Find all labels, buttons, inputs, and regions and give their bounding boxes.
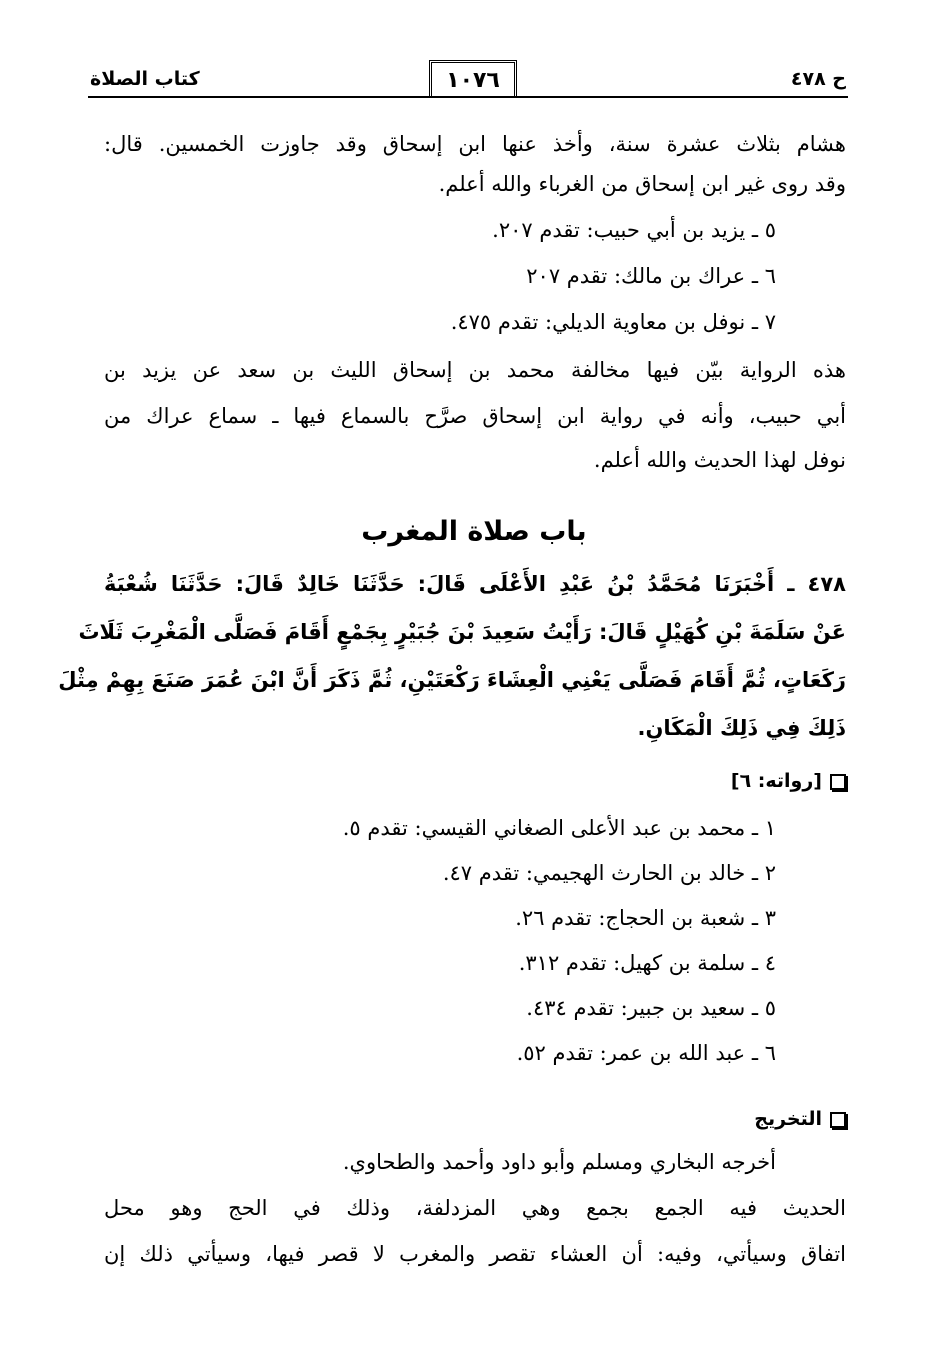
narrator-entry: ٦ ـ عراك بن مالك: تقدم ٢٠٧ <box>526 264 776 288</box>
note-line: هذه الرواية بيّن فيها مخالفة محمد بن إسحاق الليث بن سعد عن يزيد بن <box>104 358 846 382</box>
checkbox-bullet-icon <box>830 774 846 790</box>
narrator-entry: ٣ ـ شعبة بن الحجاج: تقدم ٢٦. <box>515 906 776 930</box>
narrator-entry: ٧ ـ نوفل بن معاوية الديلي: تقدم ٤٧٥. <box>450 310 776 334</box>
note-line: نوفل لهذا الحديث والله أعلم. <box>593 448 846 472</box>
hadith-line: رَكَعَاتٍ، ثُمَّ أَقَامَ فَصَلَّى يَعْنِي الْعِشَاءَ رَكْعَتَيْنِ، ثُمَّ ذَكَرَ أَنَّ ابْنَ عُمَرَ صَنَعَ بِهِمْ مِثْلَ <box>58 668 846 692</box>
hadith-line: عَنْ سَلَمَةَ بْنِ كُهَيْلٍ قَالَ: رَأَيْتُ سَعِيدَ بْنَ جُبَيْرٍ بِجَمْعٍ أَقَامَ فَصَلَّى الْمَغْرِبَ ثَلَاثَ <box>78 620 846 644</box>
narrators-heading-label: [رواته: ٦] <box>730 770 822 792</box>
takhrij-heading <box>754 1104 846 1134</box>
header-rule <box>88 96 848 98</box>
narrator-entry: ٦ ـ عبد الله بن عمر: تقدم ٥٢. <box>516 1041 776 1065</box>
hadith-reference: ح ٤٧٨ <box>790 68 846 90</box>
narrator-entry: ٤ ـ سلمة بن كهيل: تقدم ٣١٢. <box>518 951 776 975</box>
narrators-heading <box>731 766 846 796</box>
narrator-entry: ٢ ـ خالد بن الحارث الهجيمي: تقدم ٤٧. <box>442 861 776 885</box>
intro-line: هشام بثلاث عشرة سنة، وأخذ عنها ابن إسحاق وقد جاوزت الخمسين. قال: <box>104 132 846 156</box>
page-number: ١٠٧٦ <box>429 60 517 97</box>
note-line: أبي حبيب، وأنه في رواية ابن إسحاق صرَّح بالسماع فيها ـ سماع عراك من <box>104 404 846 428</box>
narrator-entry: ١ ـ محمد بن عبد الأعلى الصغاني القيسي: تقدم ٥. <box>342 816 776 840</box>
checkbox-bullet-icon <box>830 1112 846 1128</box>
narrator-entry: ٥ ـ يزيد بن أبي حبيب: تقدم ٢٠٧. <box>492 218 776 242</box>
hadith-line: ذَلِكَ فِي ذَلِكَ الْمَكَانِ. <box>637 716 846 740</box>
narrator-entry: ٥ ـ سعيد بن جبير: تقدم ٤٣٤. <box>526 996 776 1020</box>
intro-line: وقد روى غير ابن إسحاق من الغرباء والله أعلم. <box>438 172 846 196</box>
hadith-line: ٤٧٨ ـ أَخْبَرَنَا مُحَمَّدُ بْنُ عَبْدِ الأَعْلَى قَالَ: حَدَّثَنَا خَالِدٌ قَالَ: حَدَّثَنَا شُعْبَةُ <box>104 572 846 596</box>
running-header <box>90 60 846 100</box>
chapter-title: باب صلاة المغرب <box>361 516 587 547</box>
takhrij-line: الحديث فيه الجمع بجمع وهي المزدلفة، وذلك في الحج وهو محل <box>104 1196 846 1220</box>
book-title: كتاب الصلاة <box>90 68 200 90</box>
takhrij-heading-label: التخريج <box>754 1108 822 1130</box>
takhrij-line: اتفاق وسيأتي، وفيه: أن العشاء تقصر والمغرب لا قصر فيها، وسيأتي ذلك إن <box>104 1242 846 1266</box>
takhrij-source: أخرجه البخاري ومسلم وأبو داود وأحمد والطحاوي. <box>342 1150 776 1174</box>
